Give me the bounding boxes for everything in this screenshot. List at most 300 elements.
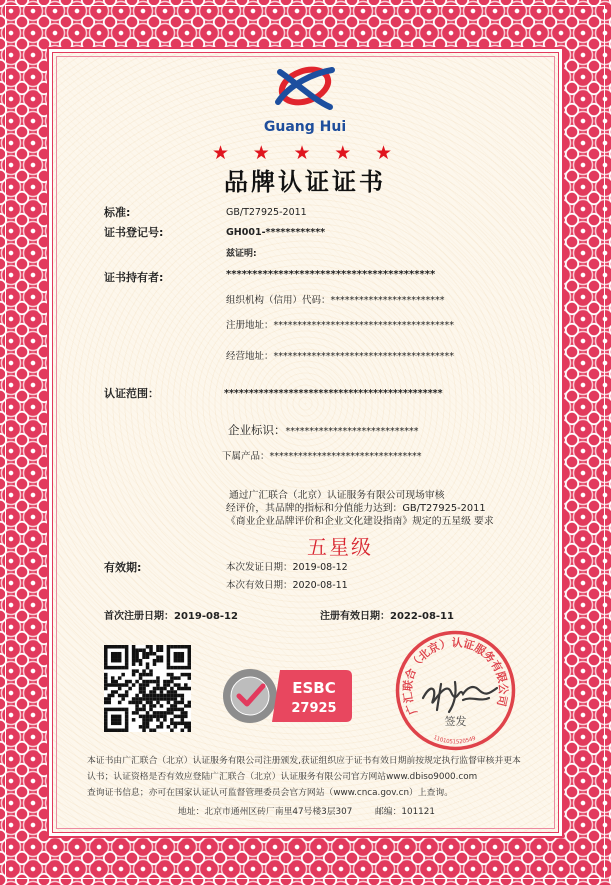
qr-module bbox=[156, 648, 160, 652]
qr-module bbox=[107, 701, 111, 705]
qr-module bbox=[156, 718, 160, 722]
qr-module bbox=[142, 715, 146, 719]
footer-postcode: 邮编：101121 bbox=[375, 807, 435, 817]
qr-module bbox=[132, 655, 136, 659]
qr-module bbox=[167, 648, 171, 652]
badge-line-1: ESBC bbox=[292, 679, 336, 697]
qr-module bbox=[174, 666, 178, 670]
products-value: ******************************** bbox=[269, 451, 422, 462]
qr-module bbox=[104, 718, 108, 722]
qr-module bbox=[181, 697, 185, 701]
reg-address-label: 注册地址： bbox=[226, 320, 274, 331]
qr-module bbox=[121, 673, 125, 677]
qr-module bbox=[167, 711, 171, 715]
qr-module bbox=[174, 725, 178, 729]
qr-module bbox=[111, 676, 115, 680]
qr-module bbox=[104, 722, 108, 726]
qr-module bbox=[104, 676, 108, 680]
qr-module bbox=[132, 662, 136, 666]
qr-module bbox=[184, 673, 188, 677]
qr-module bbox=[188, 701, 191, 705]
qr-module bbox=[111, 729, 115, 732]
qr-module bbox=[188, 666, 191, 670]
scope-label: 认证范围： bbox=[104, 387, 159, 400]
qr-module bbox=[170, 666, 174, 670]
issue-date-value: 2019-08-12 bbox=[292, 562, 348, 573]
qr-module bbox=[125, 711, 129, 715]
qr-module bbox=[104, 645, 108, 649]
qr-module bbox=[125, 659, 129, 663]
qr-module bbox=[125, 729, 129, 732]
qr-module bbox=[132, 711, 136, 715]
qr-module bbox=[125, 683, 129, 687]
qr-module bbox=[177, 701, 181, 705]
qr-module bbox=[156, 715, 160, 719]
qr-module bbox=[139, 725, 143, 729]
qr-module bbox=[135, 711, 139, 715]
qr-module bbox=[188, 729, 191, 732]
qr-module bbox=[156, 655, 160, 659]
qr-module bbox=[118, 659, 122, 663]
qr-module bbox=[135, 694, 139, 698]
qr-module bbox=[153, 697, 157, 701]
qr-module bbox=[167, 694, 171, 698]
qr-module bbox=[135, 708, 139, 712]
qr-module bbox=[149, 704, 153, 708]
qr-module bbox=[181, 718, 185, 722]
qr-module bbox=[174, 652, 178, 656]
star-icon: ★ bbox=[374, 142, 392, 164]
qr-module bbox=[107, 683, 111, 687]
qr-module bbox=[125, 652, 129, 656]
statement-line-1: 通过广汇联合（北京）认证服务有限公司现场审核 bbox=[229, 490, 445, 501]
qr-module bbox=[111, 666, 115, 670]
qr-module bbox=[153, 659, 157, 663]
qr-module bbox=[135, 655, 139, 659]
qr-module bbox=[184, 704, 188, 708]
qr-module bbox=[160, 725, 164, 729]
qr-module bbox=[156, 683, 160, 687]
qr-module bbox=[104, 708, 108, 712]
qr-module bbox=[142, 683, 146, 687]
qr-module bbox=[156, 725, 160, 729]
qr-module bbox=[188, 648, 191, 652]
qr-module bbox=[153, 711, 157, 715]
qr-module bbox=[132, 697, 136, 701]
qr-module bbox=[121, 694, 125, 698]
qr-module bbox=[111, 659, 115, 663]
qr-module bbox=[121, 645, 125, 649]
star-icon: ★ bbox=[212, 142, 230, 164]
qr-module bbox=[146, 711, 150, 715]
qr-module bbox=[135, 659, 139, 663]
qr-module bbox=[146, 683, 150, 687]
expire-date-label: 本次有效日期： bbox=[226, 580, 293, 591]
qr-module bbox=[132, 652, 136, 656]
qr-module bbox=[111, 645, 115, 649]
qr-module bbox=[121, 697, 125, 701]
qr-module bbox=[188, 725, 191, 729]
qr-module bbox=[156, 676, 160, 680]
qr-module bbox=[125, 725, 129, 729]
qr-module bbox=[163, 711, 167, 715]
qr-module bbox=[167, 662, 171, 666]
qr-module bbox=[111, 655, 115, 659]
qr-module bbox=[181, 645, 185, 649]
qr-module bbox=[167, 680, 171, 684]
qr-module bbox=[135, 652, 139, 656]
qr-module bbox=[114, 690, 118, 694]
qr-module bbox=[146, 697, 150, 701]
qr-module bbox=[170, 680, 174, 684]
qr-module bbox=[121, 708, 125, 712]
qr-module bbox=[132, 659, 136, 663]
qr-module bbox=[114, 708, 118, 712]
qr-module bbox=[114, 680, 118, 684]
qr-module bbox=[181, 701, 185, 705]
qr-module bbox=[160, 694, 164, 698]
qr-module bbox=[118, 708, 122, 712]
qr-module bbox=[118, 666, 122, 670]
qr-module bbox=[170, 645, 174, 649]
qr-module bbox=[167, 655, 171, 659]
qr-module bbox=[181, 694, 185, 698]
qr-module bbox=[125, 722, 129, 726]
issue-date-row bbox=[226, 561, 348, 575]
expire-date-row bbox=[226, 579, 348, 593]
qr-module bbox=[160, 687, 164, 691]
qr-module bbox=[156, 687, 160, 691]
qr-module bbox=[104, 729, 108, 732]
qr-module bbox=[142, 697, 146, 701]
qr-module bbox=[149, 680, 153, 684]
qr-module bbox=[184, 645, 188, 649]
guang-hui-logo bbox=[270, 62, 340, 114]
qr-module bbox=[104, 715, 108, 719]
qr-module bbox=[170, 722, 174, 726]
qr-module bbox=[135, 701, 139, 705]
qr-module bbox=[163, 697, 167, 701]
qr-module bbox=[104, 652, 108, 656]
qr-module bbox=[163, 694, 167, 698]
qr-module bbox=[177, 687, 181, 691]
qr-module bbox=[156, 701, 160, 705]
qr-module bbox=[111, 722, 115, 726]
qr-module bbox=[170, 687, 174, 691]
qr-module bbox=[160, 722, 164, 726]
qr-module bbox=[167, 690, 171, 694]
first-reg-row bbox=[104, 610, 238, 624]
reg-valid-row bbox=[320, 610, 454, 624]
qr-module bbox=[160, 645, 164, 649]
qr-module bbox=[181, 715, 185, 719]
qr-module bbox=[146, 655, 150, 659]
qr-module bbox=[135, 697, 139, 701]
qr-module bbox=[174, 708, 178, 712]
qr-module bbox=[114, 655, 118, 659]
qr-module bbox=[125, 708, 129, 712]
star-rating bbox=[212, 142, 392, 164]
qr-module bbox=[118, 729, 122, 732]
qr-module bbox=[142, 722, 146, 726]
reg-address-value: ************************************** bbox=[273, 320, 455, 331]
qr-module bbox=[181, 652, 185, 656]
qr-module bbox=[160, 659, 164, 663]
qr-module bbox=[188, 676, 191, 680]
qr-module bbox=[104, 666, 108, 670]
qr-module bbox=[132, 683, 136, 687]
qr-module bbox=[177, 715, 181, 719]
qr-module bbox=[174, 683, 178, 687]
qr-module bbox=[121, 666, 125, 670]
footer-line-3: 查询证书信息；亦可在国家认证认可监督管理委员会官方网站（www.cnca.gov.cn）上查询。 bbox=[87, 788, 454, 798]
qr-module bbox=[160, 715, 164, 719]
qr-module bbox=[118, 645, 122, 649]
qr-module bbox=[170, 673, 174, 677]
qr-module bbox=[135, 704, 139, 708]
qr-module bbox=[153, 729, 157, 732]
qr-module bbox=[104, 680, 108, 684]
qr-module bbox=[188, 704, 191, 708]
qr-module bbox=[149, 648, 153, 652]
qr-module bbox=[146, 666, 150, 670]
qr-module bbox=[142, 690, 146, 694]
qr-module bbox=[153, 690, 157, 694]
qr-module bbox=[146, 722, 150, 726]
qr-module bbox=[146, 725, 150, 729]
qr-module bbox=[114, 718, 118, 722]
qr-module bbox=[139, 690, 143, 694]
qr-module bbox=[107, 694, 111, 698]
qr-module bbox=[139, 708, 143, 712]
qr-module bbox=[170, 708, 174, 712]
qr-module bbox=[174, 722, 178, 726]
qr-module bbox=[125, 655, 129, 659]
qr-module bbox=[118, 722, 122, 726]
qr-module bbox=[174, 701, 178, 705]
qr-module bbox=[107, 645, 111, 649]
qr-module bbox=[153, 715, 157, 719]
qr-module bbox=[114, 683, 118, 687]
seal-ring-text: 广汇联合（北京）认证服务有限公司 bbox=[401, 636, 510, 717]
qr-module bbox=[184, 722, 188, 726]
qr-module bbox=[153, 704, 157, 708]
qr-module bbox=[163, 687, 167, 691]
qr-module bbox=[125, 680, 129, 684]
qr-module bbox=[111, 715, 115, 719]
qr-module bbox=[149, 673, 153, 677]
qr-module bbox=[177, 683, 181, 687]
qr-module bbox=[149, 715, 153, 719]
holder-label: 证书持有者: bbox=[104, 271, 164, 284]
qr-module bbox=[167, 673, 171, 677]
qr-module bbox=[153, 687, 157, 691]
qr-module bbox=[163, 683, 167, 687]
qr-module bbox=[125, 662, 129, 666]
biz-address-value: ************************************** bbox=[273, 351, 455, 362]
qr-module bbox=[121, 729, 125, 732]
qr-module bbox=[142, 673, 146, 677]
qr-module bbox=[142, 687, 146, 691]
qr-module bbox=[104, 662, 108, 666]
qr-module bbox=[142, 718, 146, 722]
qr-module bbox=[107, 729, 111, 732]
biz-address-label: 经营地址： bbox=[226, 351, 274, 362]
qr-module bbox=[139, 683, 143, 687]
qr-module bbox=[181, 708, 185, 712]
qr-module bbox=[146, 701, 150, 705]
qr-module bbox=[181, 722, 185, 726]
qr-module bbox=[114, 722, 118, 726]
qr-module bbox=[142, 704, 146, 708]
qr-module bbox=[104, 697, 108, 701]
qr-module bbox=[174, 676, 178, 680]
standard-value: GB/T27925-2011 bbox=[226, 207, 307, 218]
qr-module bbox=[156, 711, 160, 715]
qr-module bbox=[160, 711, 164, 715]
qr-module bbox=[184, 725, 188, 729]
qr-module bbox=[104, 648, 108, 652]
qr-module bbox=[107, 666, 111, 670]
qr-module bbox=[146, 673, 150, 677]
qr-module bbox=[146, 645, 150, 649]
qr-module bbox=[181, 711, 185, 715]
qr-module bbox=[167, 683, 171, 687]
qr-module bbox=[149, 694, 153, 698]
qr-module bbox=[174, 659, 178, 663]
qr-module bbox=[153, 662, 157, 666]
qr-module bbox=[149, 701, 153, 705]
qr-module bbox=[142, 680, 146, 684]
org-code-row bbox=[226, 294, 445, 308]
star-icon: ★ bbox=[334, 142, 352, 164]
signature bbox=[423, 682, 497, 712]
qr-module bbox=[128, 701, 132, 705]
qr-module bbox=[184, 711, 188, 715]
qr-module bbox=[132, 673, 136, 677]
reg-valid-value: 2022-08-11 bbox=[390, 611, 454, 622]
qr-module bbox=[149, 697, 153, 701]
qr-module bbox=[104, 655, 108, 659]
qr-module bbox=[111, 680, 115, 684]
qr-module bbox=[104, 673, 108, 677]
qr-module bbox=[177, 645, 181, 649]
qr-module bbox=[174, 694, 178, 698]
org-code-value: ************************ bbox=[330, 295, 445, 306]
reg-address-row bbox=[226, 319, 454, 333]
seal-number-group bbox=[432, 735, 477, 746]
qr-module bbox=[107, 697, 111, 701]
qr-module bbox=[114, 652, 118, 656]
qr-module bbox=[167, 652, 171, 656]
reg-no-label: 证书登记号: bbox=[104, 226, 164, 239]
qr-module bbox=[125, 690, 129, 694]
qr-module bbox=[142, 669, 146, 673]
qr-module bbox=[184, 687, 188, 691]
qr-module bbox=[132, 645, 136, 649]
qr-module bbox=[125, 645, 129, 649]
qr-module bbox=[156, 694, 160, 698]
qr-module bbox=[121, 683, 125, 687]
certify-text: 兹证明: bbox=[226, 249, 257, 259]
qr-module bbox=[163, 680, 167, 684]
qr-module bbox=[184, 715, 188, 719]
qr-module bbox=[104, 659, 108, 663]
qr-module bbox=[167, 708, 171, 712]
expire-date-value: 2020-08-11 bbox=[292, 580, 348, 591]
qr-module bbox=[156, 697, 160, 701]
logo-mark-label: 企业标识： bbox=[228, 423, 286, 437]
footer-line-2: 认书；认证资格是否有效应登陆广汇联合（北京）认证服务有限公司官方网站www.dbiso9000.com bbox=[87, 772, 478, 782]
qr-module bbox=[139, 648, 143, 652]
qr-module bbox=[177, 652, 181, 656]
qr-module bbox=[181, 673, 185, 677]
qr-module bbox=[177, 676, 181, 680]
products-label: 下属产品： bbox=[222, 451, 270, 462]
qr-module bbox=[149, 718, 153, 722]
qr-module bbox=[188, 645, 191, 649]
qr-module bbox=[174, 697, 178, 701]
qr-module bbox=[188, 687, 191, 691]
qr-module bbox=[146, 718, 150, 722]
qr-module bbox=[181, 687, 185, 691]
qr-module bbox=[104, 687, 108, 691]
qr-module bbox=[139, 701, 143, 705]
qr-module bbox=[104, 701, 108, 705]
qr-module bbox=[160, 655, 164, 659]
qr-module bbox=[125, 648, 129, 652]
qr-module bbox=[174, 715, 178, 719]
qr-module bbox=[149, 645, 153, 649]
qr-module bbox=[156, 645, 160, 649]
qr-module bbox=[153, 680, 157, 684]
qr-module bbox=[170, 729, 174, 732]
qr-module bbox=[163, 715, 167, 719]
first-reg-value: 2019-08-12 bbox=[174, 611, 238, 622]
qr-module bbox=[146, 715, 150, 719]
scope-value: ******************************************** bbox=[224, 388, 443, 399]
qr-module bbox=[149, 729, 153, 732]
grade-text: 五星级 bbox=[307, 535, 373, 559]
qr-module bbox=[118, 655, 122, 659]
qr-module bbox=[104, 683, 108, 687]
qr-code bbox=[104, 645, 191, 732]
qr-module bbox=[146, 652, 150, 656]
qr-module bbox=[111, 708, 115, 712]
qr-module bbox=[142, 694, 146, 698]
qr-module bbox=[104, 725, 108, 729]
qr-module bbox=[177, 659, 181, 663]
qr-module bbox=[167, 645, 171, 649]
qr-module bbox=[111, 683, 115, 687]
qr-module bbox=[188, 673, 191, 677]
qr-module bbox=[111, 652, 115, 656]
qr-module bbox=[156, 680, 160, 684]
seal-sign-label: 签发 bbox=[444, 715, 467, 728]
qr-module bbox=[160, 697, 164, 701]
first-reg-label: 首次注册日期： bbox=[104, 611, 174, 622]
qr-module bbox=[142, 729, 146, 732]
qr-module bbox=[128, 687, 132, 691]
qr-module bbox=[181, 655, 185, 659]
footer-address: 地址：北京市通州区砖厂南里47号楼3层307 bbox=[178, 807, 353, 817]
qr-module bbox=[181, 666, 185, 670]
esbc-badge bbox=[222, 666, 354, 726]
company-seal bbox=[393, 628, 518, 753]
qr-module bbox=[177, 666, 181, 670]
qr-module bbox=[111, 718, 115, 722]
qr-module bbox=[118, 715, 122, 719]
